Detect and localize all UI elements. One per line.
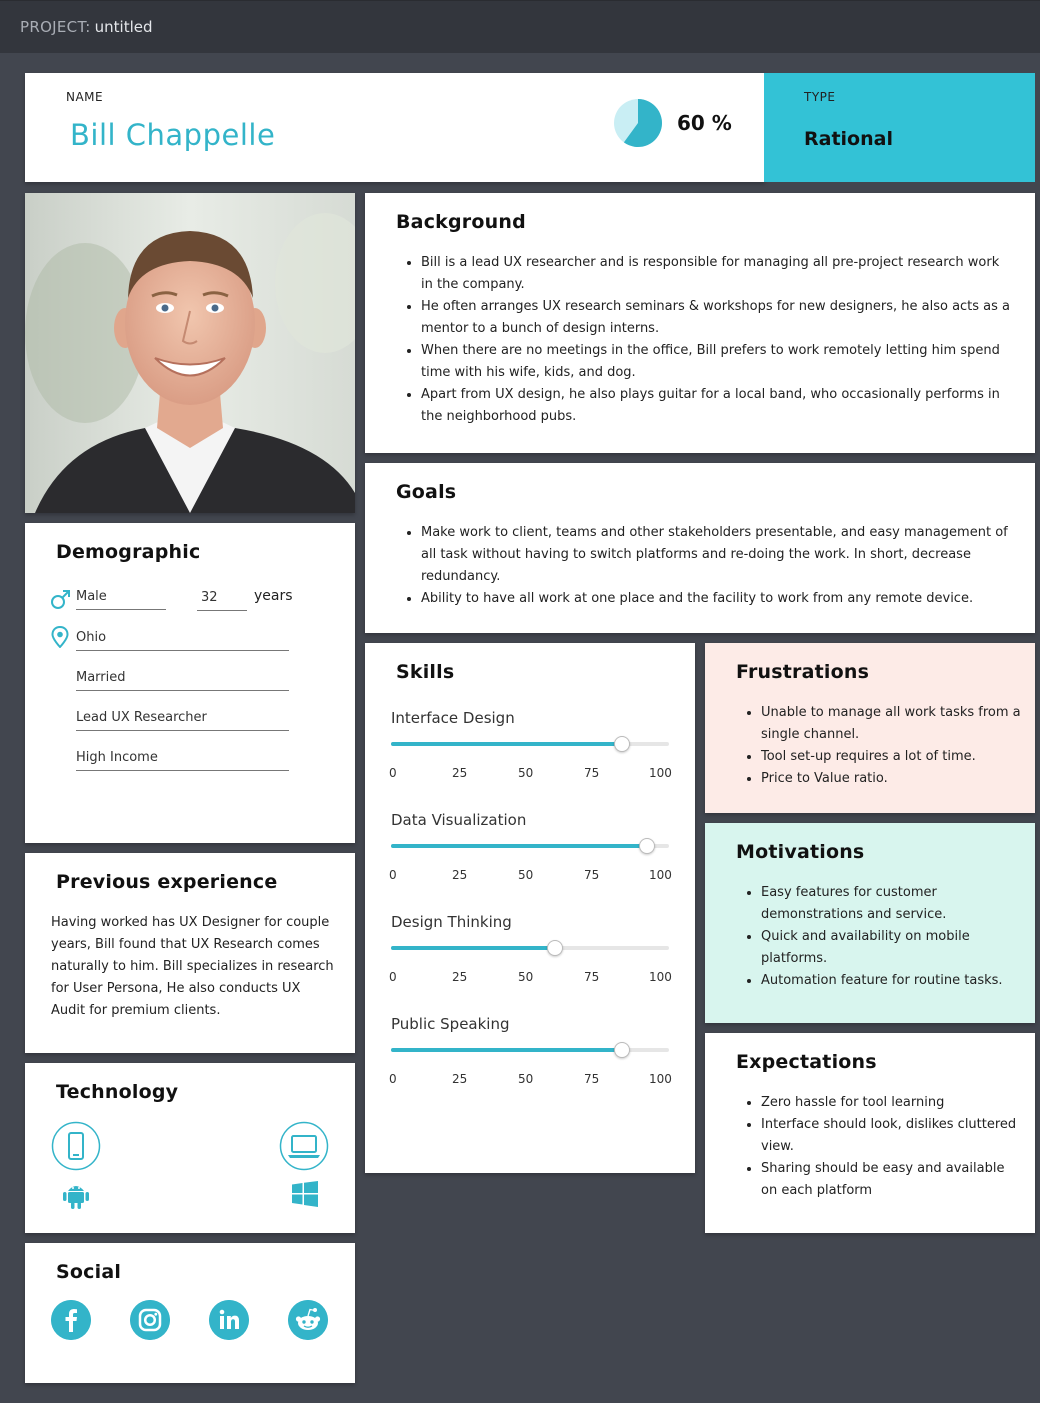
skill-name: Interface Design <box>391 709 515 727</box>
tick-label: 50 <box>518 868 534 882</box>
list-item[interactable]: • Apart from UX design, he also plays guitar for a local band, who occasionally performs in the neighborhood pubs. <box>421 384 1011 428</box>
type-value[interactable]: Rational <box>804 128 893 150</box>
skill-scale <box>391 766 671 782</box>
persona-name[interactable]: Bill Chappelle <box>70 118 276 152</box>
linkedin-icon[interactable] <box>209 1300 249 1340</box>
frustrations-list <box>761 702 1021 790</box>
tick-label: 75 <box>584 766 600 780</box>
goals-card <box>365 463 1035 633</box>
skill-scale <box>391 1072 671 1088</box>
list-item[interactable]: • Sharing should be easy and available on each platform <box>761 1158 1021 1202</box>
tick-label: 75 <box>584 970 600 984</box>
list-item[interactable]: • Unable to manage all work tasks from a single channel. <box>761 702 1021 746</box>
background-list <box>421 252 1011 428</box>
tick-label: 25 <box>452 868 468 882</box>
previous-experience-card <box>25 853 355 1053</box>
completion-percent: 60 % <box>677 111 732 135</box>
skill-name: Design Thinking <box>391 913 512 931</box>
skill-slider-row <box>391 913 671 1003</box>
skill-slider-handle[interactable] <box>547 940 563 956</box>
persona-portrait-image <box>25 193 355 513</box>
tick-label: 100 <box>649 868 672 882</box>
skill-slider-row <box>391 709 671 799</box>
skill-slider-row <box>391 811 671 901</box>
tick-label: 25 <box>452 766 468 780</box>
list-item[interactable]: • Quick and availability on mobile platforms. <box>761 926 1021 970</box>
tick-label: 75 <box>584 1072 600 1086</box>
motivations-list <box>761 882 1021 992</box>
list-item[interactable]: • Bill is a lead UX researcher and is responsible for managing all pre-project research work in the company. <box>421 252 1011 296</box>
list-item[interactable]: • Easy features for customer demonstrations and service. <box>761 882 1021 926</box>
background-card <box>365 193 1035 453</box>
name-label: NAME <box>66 90 104 104</box>
tick-label: 100 <box>649 970 672 984</box>
tick-label: 0 <box>389 1072 397 1086</box>
instagram-icon[interactable] <box>130 1300 170 1340</box>
tick-label: 50 <box>518 766 534 780</box>
demographic-title: Demographic <box>56 541 201 563</box>
tick-label: 50 <box>518 970 534 984</box>
list-item[interactable]: • Tool set-up requires a lot of time. <box>761 746 1021 768</box>
skill-name: Public Speaking <box>391 1015 510 1033</box>
marital-status-field[interactable]: Married <box>76 670 289 691</box>
smartphone-icon[interactable] <box>51 1121 101 1171</box>
tick-label: 50 <box>518 1072 534 1086</box>
motivations-card <box>705 823 1035 1023</box>
social-card <box>25 1243 355 1383</box>
tick-label: 25 <box>452 1072 468 1086</box>
list-item[interactable]: • When there are no meetings in the office, Bill prefers to work remotely letting him spend time with his wife, kids, and dog. <box>421 340 1011 384</box>
tick-label: 0 <box>389 970 397 984</box>
income-field[interactable]: High Income <box>76 750 289 771</box>
previous-experience-title: Previous experience <box>56 871 278 893</box>
skill-slider-fill <box>391 844 647 848</box>
tick-label: 100 <box>649 766 672 780</box>
list-item[interactable]: • Automation feature for routine tasks. <box>761 970 1021 992</box>
facebook-icon[interactable] <box>51 1300 91 1340</box>
skill-slider-track[interactable] <box>391 742 669 746</box>
tick-label: 0 <box>389 868 397 882</box>
skill-slider-track[interactable] <box>391 1048 669 1052</box>
technology-title: Technology <box>56 1081 179 1103</box>
occupation-field[interactable]: Lead UX Researcher <box>76 710 289 731</box>
tick-label: 75 <box>584 868 600 882</box>
male-gender-icon <box>50 588 72 610</box>
project-name[interactable]: untitled <box>94 18 153 36</box>
age-unit-label: years <box>254 588 293 604</box>
location-field[interactable]: Ohio <box>76 630 289 651</box>
skill-slider-handle[interactable] <box>614 1042 630 1058</box>
list-item[interactable]: • Ability to have all work at one place and the facility to work from any remote device. <box>421 588 1016 610</box>
goals-title: Goals <box>396 481 457 503</box>
skill-slider-handle[interactable] <box>614 736 630 752</box>
age-field[interactable]: 32 <box>197 590 247 611</box>
skill-slider-fill <box>391 946 555 950</box>
list-item[interactable]: • Make work to client, teams and other stakeholders presentable, and easy management of all task without having to switch platforms and re-doing the work. In short, decrease redundancy. <box>421 522 1016 588</box>
persona-type-panel <box>764 73 1035 182</box>
skill-scale <box>391 970 671 986</box>
skill-slider-track[interactable] <box>391 946 669 950</box>
skill-slider-track[interactable] <box>391 844 669 848</box>
skill-slider-row <box>391 1015 671 1105</box>
list-item[interactable]: • Price to Value ratio. <box>761 768 1021 790</box>
tick-label: 0 <box>389 766 397 780</box>
skill-name: Data Visualization <box>391 811 527 829</box>
skills-card <box>365 643 695 1173</box>
technology-card <box>25 1063 355 1233</box>
expectations-card <box>705 1033 1035 1233</box>
social-title: Social <box>56 1261 122 1283</box>
project-bar <box>0 0 1040 53</box>
demographic-card <box>25 523 355 843</box>
gender-field[interactable]: Male <box>76 589 166 610</box>
motivations-title: Motivations <box>736 841 865 863</box>
list-item[interactable]: • Zero hassle for tool learning <box>761 1092 1021 1114</box>
expectations-title: Expectations <box>736 1051 877 1073</box>
skill-scale <box>391 868 671 884</box>
list-item[interactable]: • Interface should look, dislikes cluttered view. <box>761 1114 1021 1158</box>
project-label: PROJECT: <box>20 18 91 36</box>
location-pin-icon <box>51 626 69 648</box>
skill-slider-fill <box>391 1048 622 1052</box>
reddit-icon[interactable] <box>288 1300 328 1340</box>
completion-pie-chart <box>613 98 663 148</box>
skill-slider-fill <box>391 742 622 746</box>
skill-slider-handle[interactable] <box>639 838 655 854</box>
previous-experience-text[interactable]: Having worked has UX Designer for couple years, Bill found that UX Research comes naturally to him. Bill specializes in research for User Persona, He also conducts UX Audit for premium clients. <box>51 915 334 1018</box>
persona-photo[interactable] <box>25 193 355 513</box>
expectations-list <box>761 1092 1021 1202</box>
type-label: TYPE <box>804 90 836 104</box>
skills-title: Skills <box>396 661 455 683</box>
windows-icon[interactable] <box>291 1180 319 1208</box>
tick-label: 100 <box>649 1072 672 1086</box>
list-item[interactable]: • He often arranges UX research seminars & workshops for new designers, he also acts as a mentor to a bunch of design interns. <box>421 296 1011 340</box>
background-title: Background <box>396 211 526 233</box>
android-icon[interactable] <box>63 1181 89 1209</box>
frustrations-title: Frustrations <box>736 661 870 683</box>
tick-label: 25 <box>452 970 468 984</box>
laptop-icon[interactable] <box>279 1121 329 1171</box>
goals-list <box>421 522 1016 610</box>
persona-header <box>25 73 765 182</box>
frustrations-card <box>705 643 1035 813</box>
